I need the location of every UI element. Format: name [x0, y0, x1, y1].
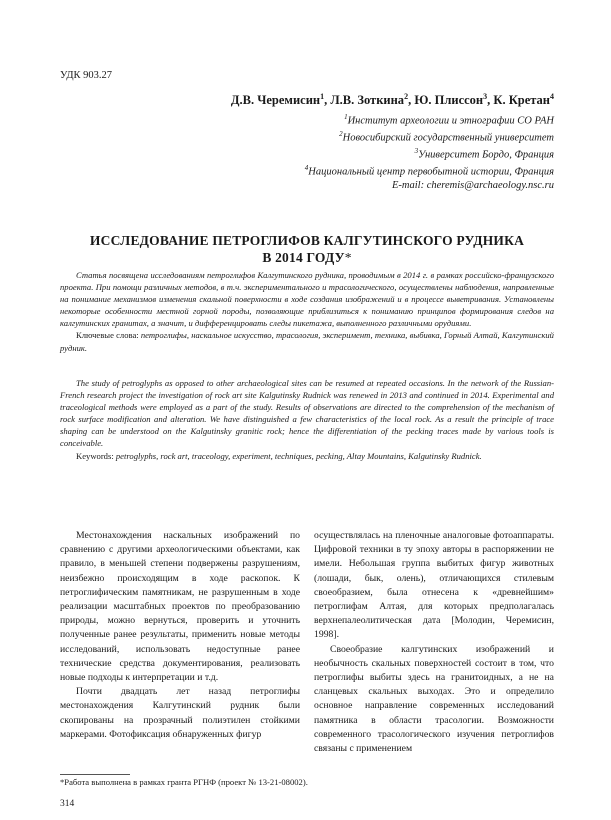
body-column-right	[314, 529, 554, 756]
affiliation-index: 1	[344, 113, 348, 121]
abstract-text: The study of petroglyphs as opposed to other archaeological sites can be resumed at repeated occasions. In the network of the Russian-French research project the investigation of rock art site Kalgutinsky Rudnick was renewed in 2013 and continued in 2014. Experimental and traceological methods were employed as a part of the study. Results of observations are directed to the comprehension of the mechanism of rock surface modification and alteration. We have distinguished a few characteristics of the local rock. As a result the principle of trace shaping can be understood on the Kalgutinsky granitic rock; hence the differentiation of the pecking traces made by various tools is conceivable.	[60, 378, 554, 449]
body-paragraph: Местонахождения наскальных изображений по сравнению с другими археологическими объектами, как правило, в меньшей степени подвержены разрушениям, неизбежно происходящим в ходе раскопок. К петроглифическим памятникам, не разрушенным в ходе реализации масштабных проектов по преобразованию природы, можно вернуться, проверить и уточнить полученные ранее результаты, применить новые методы исследований, использовать недоступные ранее технические средства документирования, реализовать новые подходы к интерпретации и т.д.	[60, 530, 300, 684]
footnote-marker: *	[344, 250, 352, 265]
body-paragraph: Почти двадцать лет назад петроглифы местонахождения Калгутинский рудник были скопированы на прозрачный полиэтилен стойкими маркерами. Фотофиксация обнаруженных фигур	[60, 686, 300, 740]
keywords	[60, 450, 554, 462]
author-separator: ,	[487, 93, 494, 108]
author-name: К. Кретан	[493, 93, 550, 108]
affiliation	[114, 128, 554, 145]
author-affil-index: 1	[320, 92, 325, 101]
affiliation	[114, 145, 554, 162]
article-title	[60, 232, 554, 266]
keywords-text: petroglyphs, rock art, traceology, experiment, techniques, pecking, Altay Mountains, Kalgutinsky Rudnick.	[115, 450, 482, 461]
author-name: Ю. Плиссон	[414, 93, 484, 108]
body-column-left	[60, 529, 300, 742]
affiliation-text: Новосибирский государственный университет	[342, 132, 554, 144]
footnote: *Работа выполнена в рамках гранта РГНФ (проект № 13-21-08002).	[60, 777, 308, 787]
body-paragraph: Своеобразие калгутинских изображений и необычность скальных поверхностей состоит в том, что петроглифы выбиты здесь на гранитоидных, а не на сланцевых скальных выходах. Это и определило основное направление современных исследований памятника в области трасологии. Возможности современного трасологического изучения петроглифов связаны с применением	[314, 643, 554, 755]
title-line	[60, 249, 554, 266]
udc-code: УДК 903.27	[60, 70, 113, 81]
abstract-english	[60, 377, 554, 462]
affiliation-index: 3	[414, 147, 419, 155]
keywords-label: Ключевые слова:	[76, 330, 141, 341]
author-affil-index: 2	[404, 92, 409, 101]
keywords	[60, 329, 554, 353]
author-name: Д.В. Черемисин	[230, 93, 321, 108]
affiliation-list	[114, 111, 554, 193]
title-line: ИССЛЕДОВАНИЕ ПЕТРОГЛИФОВ КАЛГУТИНСКОГО РУДНИКА	[89, 233, 525, 248]
keywords-text: петроглифы, наскальное искусство, трасология, эксперимент, техника, выбивка, Горный Алтай, Калгутинский рудник.	[60, 330, 554, 353]
author-name: Л.В. Зоткина	[330, 93, 405, 108]
affiliation-text: Университет Бордо, Франция	[418, 149, 554, 161]
keywords-label: Keywords:	[76, 450, 116, 461]
affiliation-text: Институт археологии и этнографии СО РАН	[347, 115, 554, 127]
author-affil-index: 3	[483, 92, 488, 101]
affiliation	[114, 162, 554, 179]
affiliation-index: 4	[304, 164, 309, 172]
page-number: 314	[60, 799, 75, 809]
abstract-russian	[60, 269, 554, 354]
affiliation-text: Национальный центр первобытной истории, Франция	[308, 166, 554, 178]
title-line-text: В 2014 ГОДУ	[262, 250, 345, 265]
author-list	[231, 92, 554, 108]
footnote-divider	[60, 774, 130, 775]
affiliation-index: 2	[339, 130, 343, 138]
author-separator: ,	[408, 93, 415, 108]
author-affil-index: 4	[550, 92, 554, 101]
abstract-text: Статья посвящена исследованиям петроглифов Калгутинского рудника, проводимым в 2014 г. в рамках российско-французского проекта. При помощи различных методов, в т.ч. экспериментального и трасологического, осуществлены наблюдения, направленные на понимание механизмов изменения скальной поверхности в ходе создания изображений и в процессе выветривания. Установлены некоторые особенности местной горной породы, позволяющие приблизиться к пониманию принципов формирования следов на калгутинских гранитах, а значит, и дифференцировать следы пикетажа, выполненного различными орудиями.	[60, 270, 554, 329]
affiliation	[114, 111, 554, 128]
body-paragraph: осуществлялась на пленочные аналоговые фотоаппараты. Цифровой техники в ту эпоху авторы в распоряжении не имели. Небольшая группа выбитых фигур животных (лошади, бык, олень), отличающихся стилевым своеобразием, была отнесена к «древнейшим» петроглифам Алтая, для которых предполагалась верхнепалеолитическая дата [Молодин, Черемисин, 1998].	[314, 530, 554, 641]
author-separator: ,	[324, 93, 331, 108]
contact-email[interactable]: E-mail: cheremis@archaeology.nsc.ru	[392, 180, 554, 191]
